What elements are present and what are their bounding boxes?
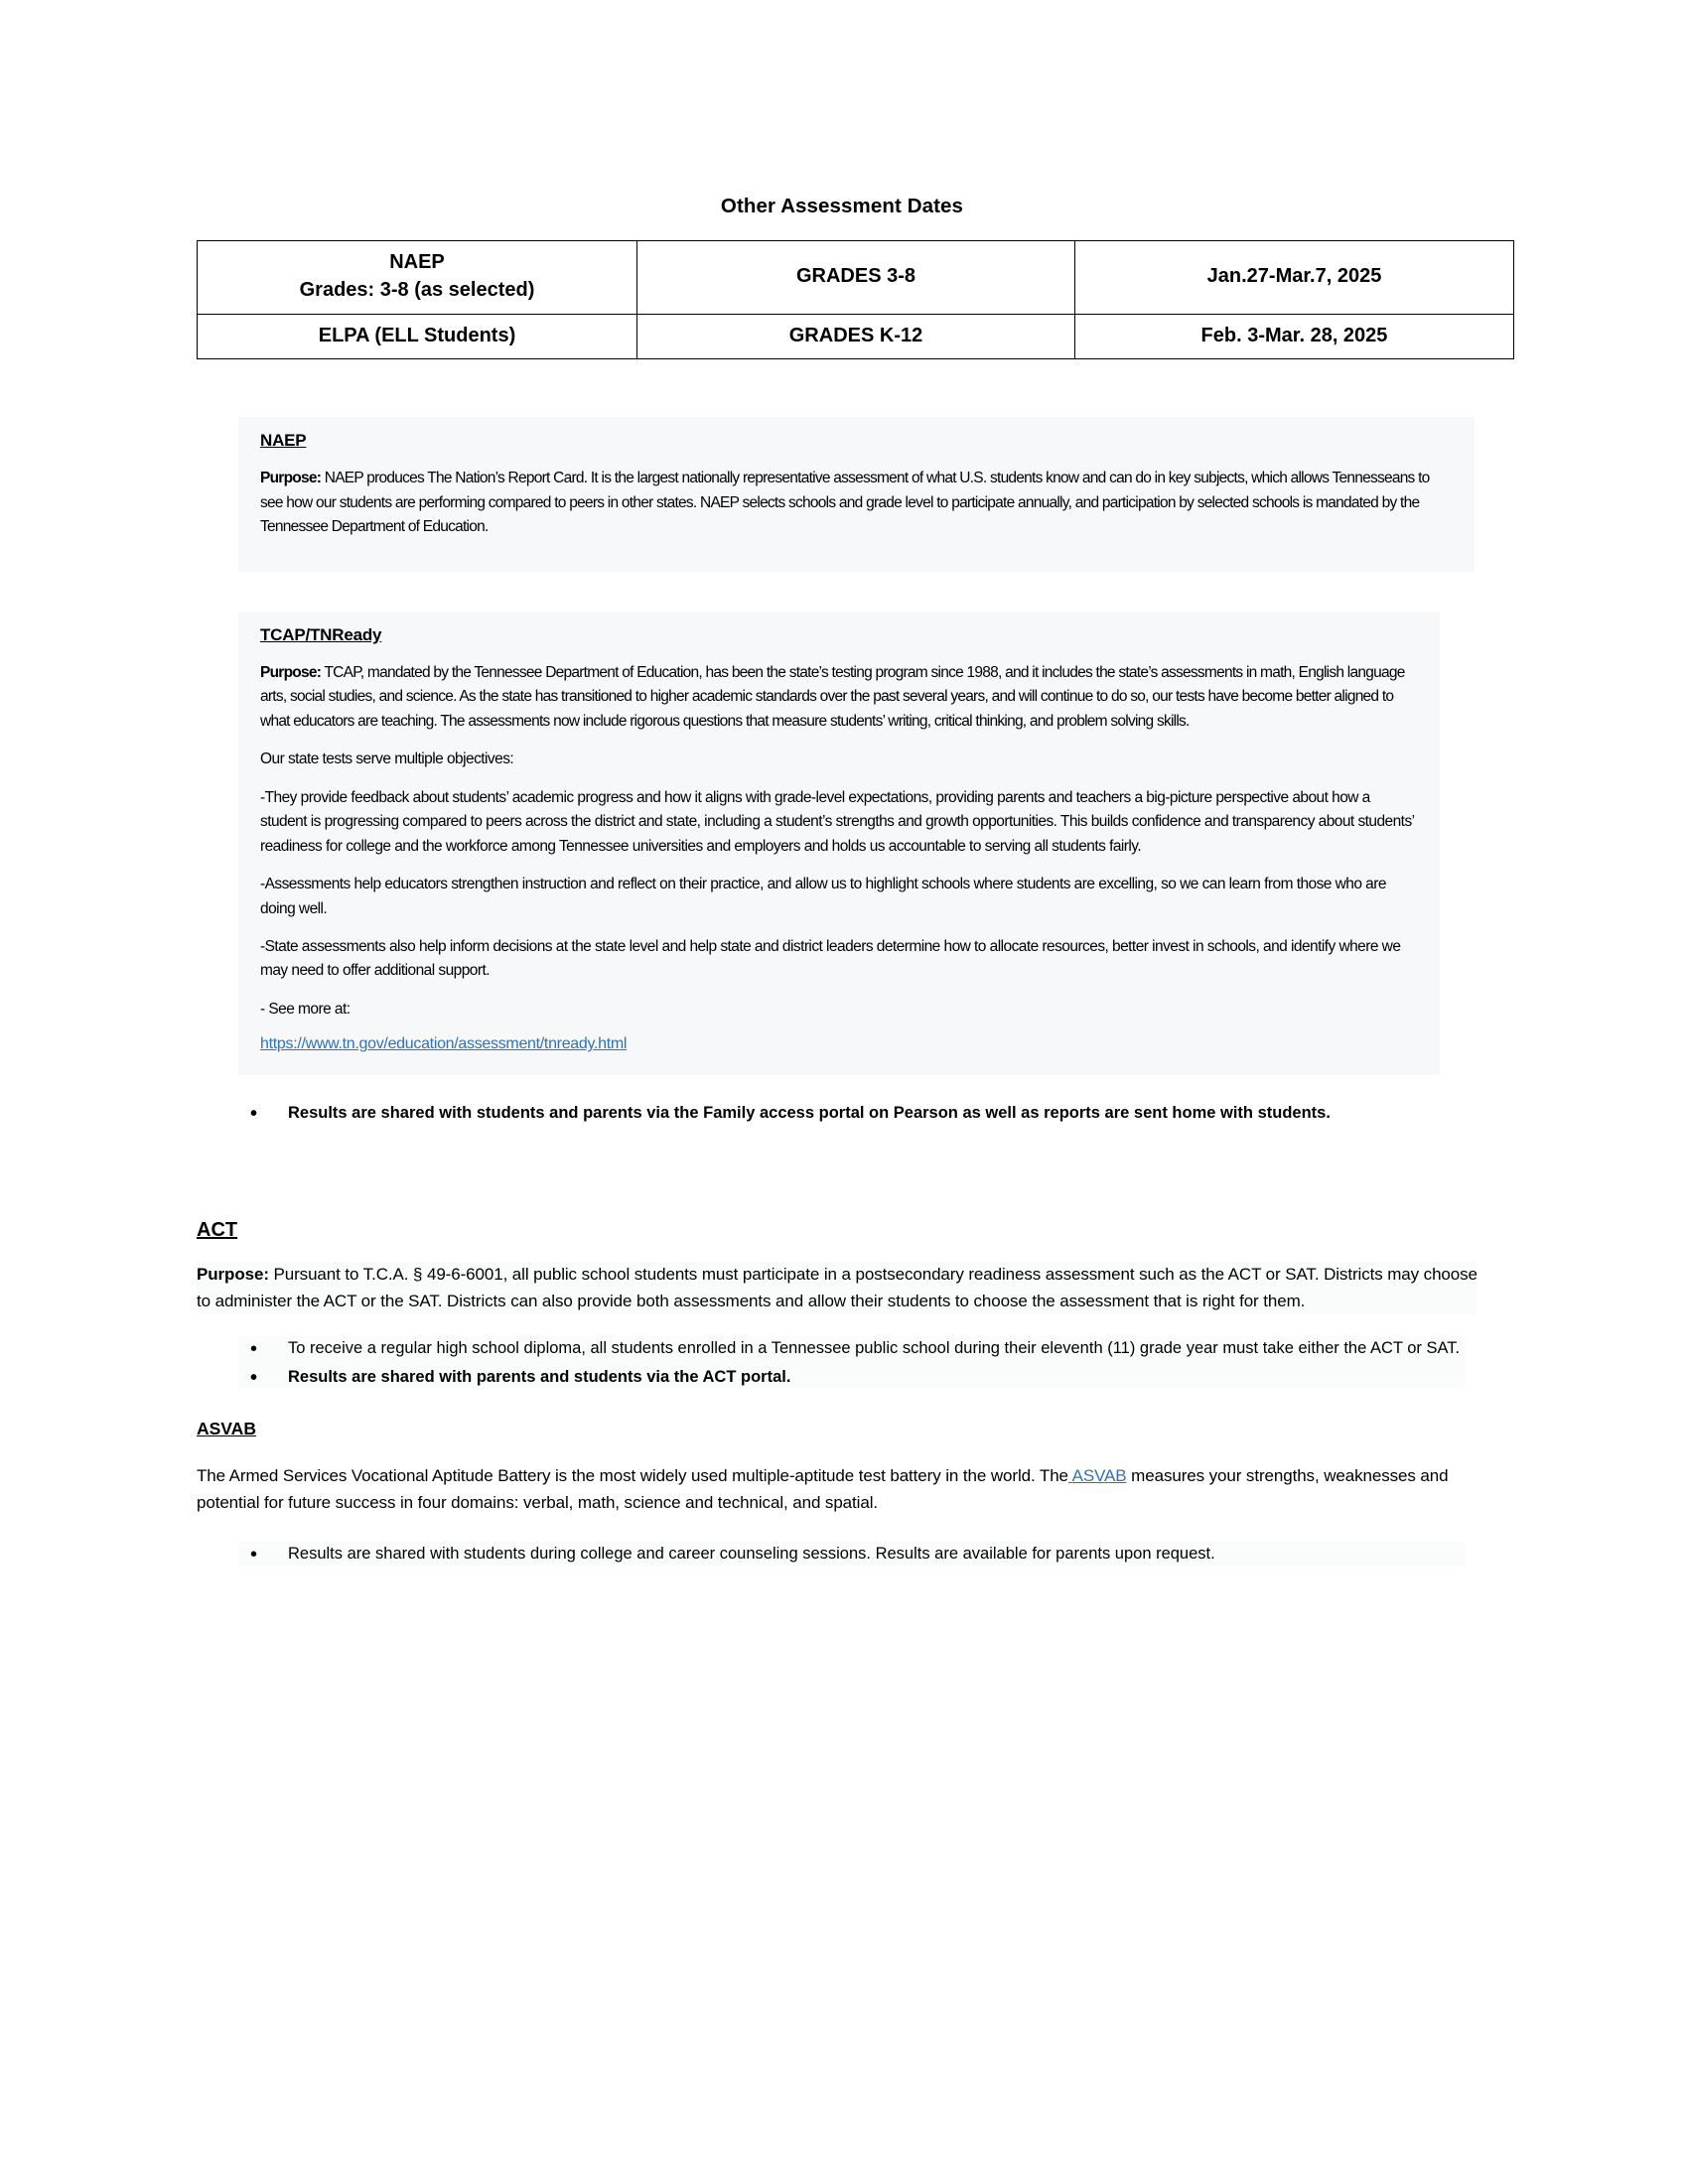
table-cell-grades: GRADES K-12 <box>637 314 1075 358</box>
act-purpose <box>197 1262 1477 1314</box>
tcap-objective-2: -Assessments help educators strengthen instruction and reflect on their practice, and allow us to highlight schools where students are excelling, so we can learn from those who are doing well. <box>260 876 1386 917</box>
naep-heading: NAEP <box>260 431 307 451</box>
table-row <box>198 241 1514 315</box>
tcap-objective-1: -They provide feedback about students’ academic progress and how it aligns with grade-level expectations, providing parents and teachers a big-picture perspective about how a student is progressing compared to peers across the district and state, including a student’s strengths and growth opportunities. This builds confidence and transparency about students’ readiness for college and the workforce among Tennessee universities and employers and holds us accountable to serving all students fairly. <box>260 788 1414 855</box>
tcap-purpose-label: Purpose: <box>260 663 322 681</box>
table-cell-name <box>198 241 637 315</box>
asvab-body <box>197 1463 1477 1516</box>
naep-purpose <box>260 467 1453 539</box>
list-item: • To receive a regular high school diploma, all students enrolled in a Tennessee public school during their eleventh (11) grade year must take either the ACT or SAT. <box>238 1336 1465 1361</box>
table-cell-name: ELPA (ELL Students) <box>198 314 637 358</box>
act-purpose-text: Pursuant to T.C.A. § 49-6-6001, all public school students must participate in a postsecondary readiness assessment such as the ACT or SAT. Districts may choose to administer the ACT or the SAT. Districts can also provide both assessments and allow their students to choose the assessment that is right for them. <box>197 1265 1477 1310</box>
list-item: • Results are shared with students and parents via the Family access portal on Pearson as well as reports are sent home with students. <box>238 1101 1460 1126</box>
page-title: Other Assessment Dates <box>720 195 964 217</box>
asvab-body-part1: The Armed Services Vocational Aptitude Battery is the most widely used multiple-aptitude test battery in the world. The <box>197 1466 1068 1486</box>
table-cell-grades: GRADES 3-8 <box>637 241 1075 315</box>
assessment-name-line1: NAEP <box>389 251 445 273</box>
tcap-objective-3: -State assessments also help inform decisions at the state level and help state and district leaders determine how to allocate resources, better invest in schools, and identify where we may need to offer additional support. <box>260 937 1401 980</box>
asvab-body-part2: measures your strengths, weaknesses and potential for future success in four domains: verbal, math, science and technical, and spatial. <box>197 1466 1449 1512</box>
act-purpose-label: Purpose: <box>197 1265 269 1285</box>
tcap-purpose <box>260 661 1418 734</box>
naep-section <box>238 417 1475 571</box>
tcap-purpose-text: TCAP, mandated by the Tennessee Department of Education, has been the state’s testing program since 1988, and it includes the state’s assessments in math, English language arts, social studies, and science. As the state has transitioned to higher academic standards over the past several years, and will continue to do so, our tests have become better aligned to what educators are teaching. The assessments now include rigorous questions that measure students’ writing, critical thinking, and problem solving skills. <box>260 663 1405 730</box>
act-bullets <box>238 1336 1465 1390</box>
tcap-results-bullets <box>238 1101 1460 1126</box>
asvab-link[interactable]: ASVAB <box>1067 1466 1127 1486</box>
naep-purpose-text: NAEP produces The Nation’s Report Card. It is the largest nationally representative assessment of what U.S. students know and can do in key subjects, which allows Tennesseans to see how our students are performing compared to peers in other states. NAEP selects schools and grade level to participate annually, and participation by selected schools is mandated by the Tennessee Department of Education. <box>260 470 1430 536</box>
tcap-see-more: - See more at: <box>260 1000 351 1018</box>
tcap-section <box>238 612 1440 1076</box>
table-cell-dates: Feb. 3-Mar. 28, 2025 <box>1075 314 1514 358</box>
tnready-link[interactable]: https://www.tn.gov/education/assessment/tnready.html <box>260 1035 628 1053</box>
assessment-name-line2: Grades: 3-8 (as selected) <box>299 279 535 302</box>
table-cell-dates: Jan.27-Mar.7, 2025 <box>1075 241 1514 315</box>
document-content <box>197 195 1487 1570</box>
asvab-bullets <box>238 1542 1465 1567</box>
table-row <box>198 314 1514 358</box>
tcap-objectives-intro: Our state tests serve multiple objectives: <box>260 751 514 768</box>
list-item: • Results are shared with students during college and career counseling sessions. Results are available for parents upon request. <box>238 1542 1465 1567</box>
naep-purpose-label: Purpose: <box>260 470 322 487</box>
act-heading: ACT <box>197 1219 238 1242</box>
tcap-heading: TCAP/TNReady <box>260 624 382 644</box>
list-item: • Results are shared with parents and students via the ACT portal. <box>238 1365 1465 1390</box>
assessment-dates-table <box>197 240 1514 359</box>
asvab-heading: ASVAB <box>197 1419 256 1439</box>
